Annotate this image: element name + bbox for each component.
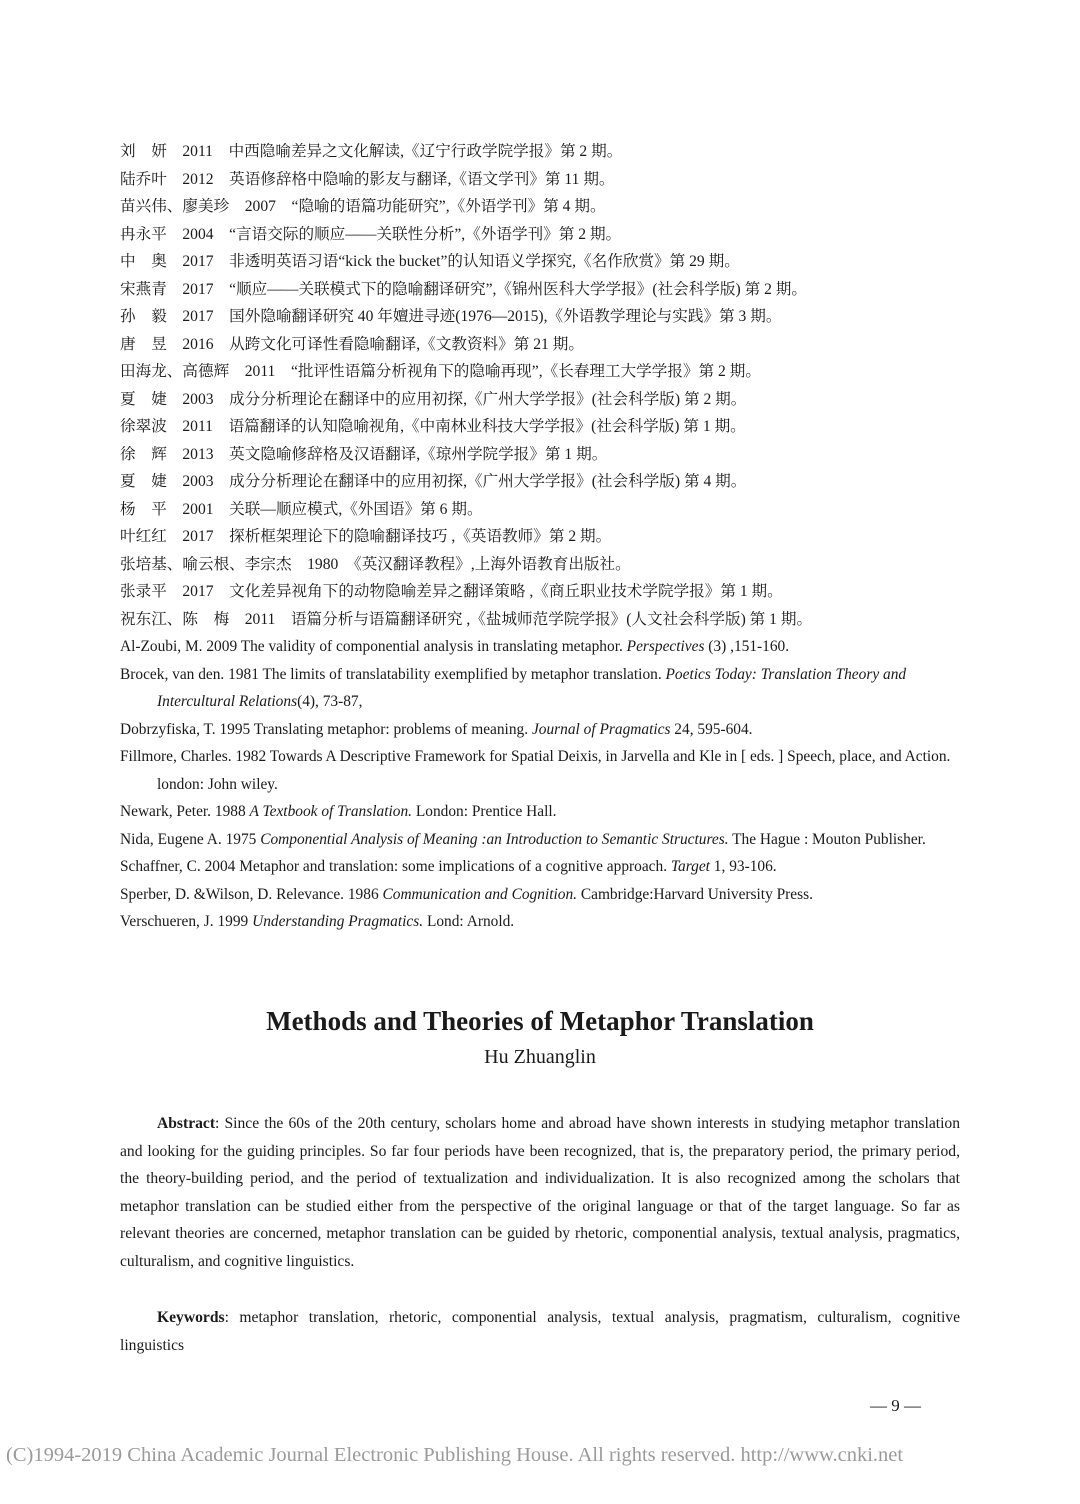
reference-cn: 夏 婕 2003 成分分析理论在翻译中的应用初探,《广州大学学报》(社会科学版) 第 2 期。 — [120, 390, 747, 408]
copyright-notice: (C)1994-2019 China Academic Journal Electronic Publishing House. All rights reserved. http://www.cnki.net — [6, 1444, 904, 1466]
abstract — [120, 1110, 960, 1275]
reference-en: Nida, Eugene A. 1975 Componential Analysis of Meaning :an Introduction to Semantic Structures. The Hague : Mouton Publisher. — [120, 830, 926, 848]
reference-en: Brocek, van den. 1981 The limits of translatability exemplified by metaphor translation. Poetics Today: Translation Theory and Intercultural Relations(4), 73-87, — [120, 665, 907, 710]
reference-cn: 苗兴伟、廖美珍 2007 “隐喻的语篇功能研究”,《外语学刊》第 4 期。 — [120, 198, 606, 215]
keywords-text: : metaphor translation, rhetoric, componential analysis, textual analysis, pragmatism, culturalism, cognitive linguistics — [120, 1309, 960, 1354]
keywords — [120, 1304, 960, 1359]
reference-cn: 孙 毅 2017 国外隐喻翻译研究 40 年嬗进寻迹(1976—2015),《外语教学理论与实践》第 3 期。 — [120, 308, 782, 325]
page-number: — 9 — — [870, 1396, 921, 1415]
article-author: Hu Zhuanglin — [484, 1046, 596, 1068]
abstract-text: : Since the 60s of the 20th century, scholars home and abroad have shown interests in studying metaphor translation and looking for the guiding principles. So far four periods have been recognized, that is, the preparatory period, the primary period, the theory-building period, and the period of textualization and individualization. It is also recognized among the scholars that metaphor translation can be studied either from the perspective of the original language or that of the target language. So far as relevant theories are concerned, metaphor translation can be guided by rhetoric, componential analysis, textual analysis, pragmatics, culturalism, and cognitive linguistics. — [120, 1115, 960, 1270]
abstract-label: Abstract — [157, 1115, 216, 1132]
reference-cn: 杨 平 2001 关联—顺应模式,《外国语》第 6 期。 — [120, 500, 483, 518]
reference-cn: 张录平 2017 文化差异视角下的动物隐喻差异之翻译策略 ,《商丘职业技术学院学报》第 1 期。 — [120, 583, 783, 600]
reference-cn: 田海龙、高德辉 2011 “批评性语篇分析视角下的隐喻再现”,《长春理工大学学报》第 2 期。 — [120, 363, 761, 380]
keywords-label: Keywords — [157, 1309, 225, 1326]
reference-en: Al-Zoubi, M. 2009 The validity of componential analysis in translating metaphor. Perspectives (3) ,151-160. — [120, 638, 790, 655]
reference-en: Sperber, D. &Wilson, D. Relevance. 1986 Communication and Cognition. Cambridge:Harvard University Press. — [120, 885, 813, 903]
reference-cn: 徐 辉 2013 英文隐喻修辞格及汉语翻译,《琼州学院学报》第 1 期。 — [120, 445, 608, 463]
reference-cn: 宋燕青 2017 “顺应——关联模式下的隐喻翻译研究”,《锦州医科大学学报》(社会科学版) 第 2 期。 — [120, 280, 807, 298]
reference-cn: 冉永平 2004 “言语交际的顺应——关联性分析”,《外语学刊》第 2 期。 — [120, 225, 622, 243]
reference-en: Dobrzyfiska, T. 1995 Translating metaphor: problems of meaning. Journal of Pragmatics 24, 595-604. — [120, 720, 753, 738]
reference-cn: 中 奥 2017 非透明英语习语“kick the bucket”的认知语义学探究,《名作欣赏》第 29 期。 — [120, 253, 740, 270]
article-title: Methods and Theories of Metaphor Translation — [266, 1006, 814, 1036]
reference-en: Schaffner, C. 2004 Metaphor and translation: some implications of a cognitive approach. Target 1, 93-106. — [120, 858, 777, 875]
reference-cn: 刘 妍 2011 中西隐喻差异之文化解读,《辽宁行政学院学报》第 2 期。 — [120, 143, 623, 160]
reference-en: Fillmore, Charles. 1982 Towards A Descriptive Framework for Spatial Deixis, in Jarvella and Kle in [ eds. ] Speech, place, and Action. london: John wiley. — [120, 748, 951, 793]
reference-cn: 张培基、喻云根、李宗杰 1980 《英汉翻译教程》,上海外语教育出版社。 — [120, 555, 631, 573]
reference-cn: 祝东江、陈 梅 2011 语篇分析与语篇翻译研究 ,《盐城师范学院学报》(人文社会科学版) 第 1 期。 — [120, 610, 813, 628]
reference-cn: 叶红红 2017 探析框架理论下的隐喻翻译技巧 ,《英语教师》第 2 期。 — [120, 528, 612, 545]
reference-cn: 唐 昱 2016 从跨文化可译性看隐喻翻译,《文教资料》第 21 期。 — [120, 335, 584, 353]
reference-list — [120, 138, 962, 936]
reference-en: Verschueren, J. 1999 Understanding Pragmatics. Lond: Arnold. — [120, 913, 515, 930]
reference-cn: 陆乔叶 2012 英语修辞格中隐喻的影友与翻译,《语文学刊》第 11 期。 — [120, 170, 615, 188]
reference-en: Newark, Peter. 1988 A Textbook of Translation. London: Prentice Hall. — [120, 803, 557, 820]
reference-cn: 徐翠波 2011 语篇翻译的认知隐喻视角,《中南林业科技大学学报》(社会科学版) 第 1 期。 — [120, 418, 746, 435]
reference-cn: 夏 婕 2003 成分分析理论在翻译中的应用初探,《广州大学学报》(社会科学版) 第 4 期。 — [120, 473, 747, 490]
